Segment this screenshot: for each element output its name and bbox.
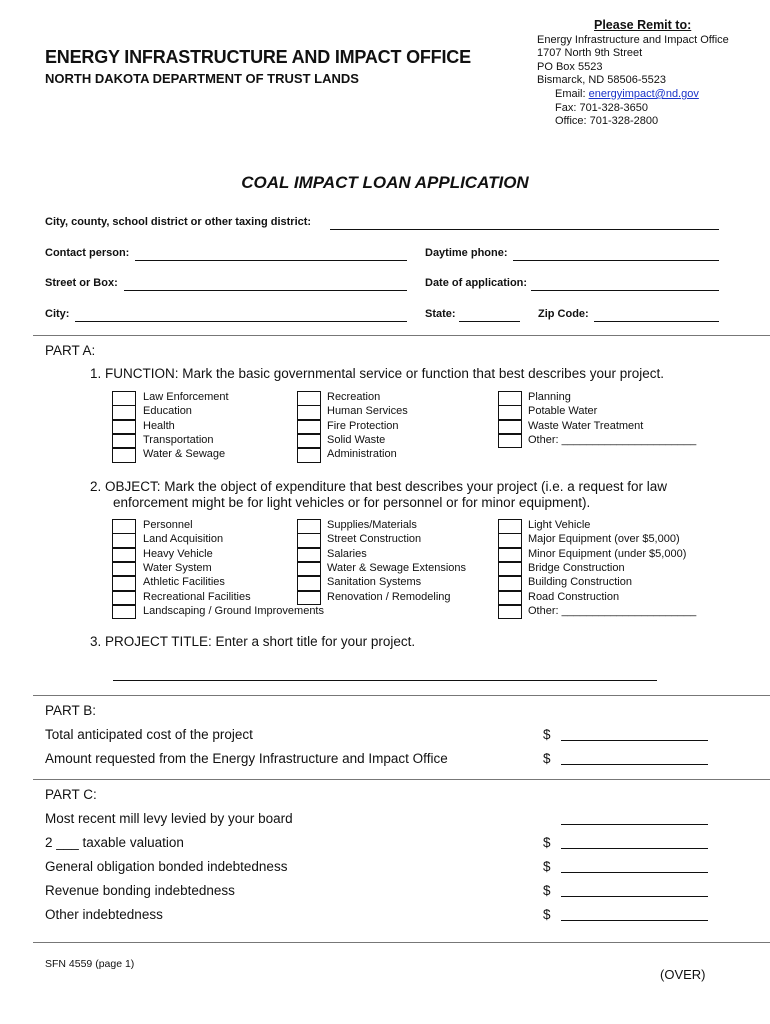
remit-title: Please Remit to: xyxy=(594,18,692,32)
form-number: SFN 4559 (page 1) xyxy=(45,958,135,970)
checkbox-minor-equipment-under-5-000[interactable] xyxy=(498,548,522,563)
checkbox-salaries[interactable] xyxy=(297,548,321,563)
option-label: Land Acquisition xyxy=(143,533,224,546)
checkbox-personnel[interactable] xyxy=(112,519,136,534)
dollar-sign: $ xyxy=(543,751,551,766)
option-label: Waste Water Treatment xyxy=(528,419,644,432)
state-input-line[interactable] xyxy=(459,321,520,322)
department-name: NORTH DAKOTA DEPARTMENT OF TRUST LANDS xyxy=(45,71,359,86)
other-indebtedness-label: Other indebtedness xyxy=(45,907,163,922)
daytime-phone-input-line[interactable] xyxy=(513,260,719,261)
option-label: Health xyxy=(143,419,175,432)
city-label: City: xyxy=(45,308,70,320)
option-label: Water & Sewage xyxy=(143,448,226,461)
checkbox-transportation[interactable] xyxy=(112,434,136,449)
checkbox-water-sewage[interactable] xyxy=(112,448,136,463)
zip-input-line[interactable] xyxy=(594,321,719,322)
option-label: Major Equipment (over $5,000) xyxy=(528,533,680,546)
checkbox-supplies-materials[interactable] xyxy=(297,519,321,534)
option-label: Other: ______________________ xyxy=(528,604,697,617)
checkbox-heavy-vehicle[interactable] xyxy=(112,548,136,563)
option-label: Law Enforcement xyxy=(143,391,229,403)
checkbox-street-construction[interactable] xyxy=(297,533,321,548)
checkbox-major-equipment-over-5-000[interactable] xyxy=(498,533,522,548)
option-label: Other: ______________________ xyxy=(528,433,697,446)
checkbox-potable-water[interactable] xyxy=(498,405,522,420)
checkbox-other[interactable] xyxy=(498,434,522,449)
project-title-input-line[interactable] xyxy=(113,680,657,681)
checkbox-solid-waste[interactable] xyxy=(297,434,321,449)
over-indicator: (OVER) xyxy=(660,967,706,982)
checkbox-athletic-facilities[interactable] xyxy=(112,576,136,591)
option-label: Building Construction xyxy=(528,576,632,589)
email-label: Email: xyxy=(555,87,589,100)
checkbox-water-system[interactable] xyxy=(112,562,136,577)
city-input-line[interactable] xyxy=(75,321,407,322)
checkbox-road-construction[interactable] xyxy=(498,591,522,606)
email-link[interactable]: energyimpact@nd.gov xyxy=(588,87,699,100)
remit-org: Energy Infrastructure and Impact Office xyxy=(537,33,729,46)
option-label: Light Vehicle xyxy=(528,519,591,531)
date-label: Date of application: xyxy=(425,277,528,289)
date-input-line[interactable] xyxy=(531,290,719,291)
dollar-sign: $ xyxy=(543,907,551,922)
remit-address-block xyxy=(537,19,729,129)
q1-function-text: 1. FUNCTION: Mark the basic governmental service or function that best describes your project. xyxy=(90,366,664,381)
checkbox-waste-water-treatment[interactable] xyxy=(498,420,522,435)
contact-input-line[interactable] xyxy=(135,260,407,261)
part-a-label: PART A: xyxy=(45,343,96,358)
revenue-bonding-label: Revenue bonding indebtedness xyxy=(45,883,235,898)
option-label: Fire Protection xyxy=(327,419,399,432)
form-title: COAL IMPACT LOAN APPLICATION xyxy=(241,173,529,192)
remit-city: Bismarck, ND 58506-5523 xyxy=(537,74,667,87)
remit-po-box: PO Box 5523 xyxy=(537,60,603,73)
street-input-line[interactable] xyxy=(124,290,407,291)
option-label: Recreational Facilities xyxy=(143,590,251,603)
part-b-label: PART B: xyxy=(45,703,97,718)
option-label: Heavy Vehicle xyxy=(143,547,213,560)
checkbox-planning[interactable] xyxy=(498,391,522,406)
option-label: Renovation / Remodeling xyxy=(327,590,451,603)
option-label: Street Construction xyxy=(327,533,422,546)
q3-project-title-text: 3. PROJECT TITLE: Enter a short title for your project. xyxy=(90,634,416,649)
remit-fax: Fax: 701-328-3650 xyxy=(555,101,648,114)
option-label: Supplies/Materials xyxy=(327,519,417,531)
option-label: Planning xyxy=(528,391,571,403)
remit-email-line xyxy=(555,88,729,102)
mill-levy-input-line[interactable] xyxy=(561,824,708,825)
separator-line xyxy=(33,942,770,943)
option-label: Bridge Construction xyxy=(528,561,625,574)
option-label: Personnel xyxy=(143,519,193,531)
taxable-valuation-label: 2 ___ taxable valuation xyxy=(45,835,184,850)
checkbox-renovation-remodeling[interactable] xyxy=(297,591,321,606)
option-label: Potable Water xyxy=(528,405,598,418)
checkbox-recreation[interactable] xyxy=(297,391,321,406)
dollar-sign: $ xyxy=(543,835,551,850)
q2-object-text-line1: 2. OBJECT: Mark the object of expenditure that best describes your project (i.e. a request for law xyxy=(90,479,668,494)
checkbox-bridge-construction[interactable] xyxy=(498,562,522,577)
taxable-valuation-input-line[interactable] xyxy=(561,848,708,849)
dollar-sign: $ xyxy=(543,727,551,742)
district-label: City, county, school district or other taxing district: xyxy=(45,216,312,228)
go-bonded-input-line[interactable] xyxy=(561,872,708,873)
checkbox-health[interactable] xyxy=(112,420,136,435)
option-label: Administration xyxy=(327,448,397,461)
checkbox-recreational-facilities[interactable] xyxy=(112,591,136,606)
checkbox-land-acquisition[interactable] xyxy=(112,533,136,548)
checkbox-landscaping-ground-improvements[interactable] xyxy=(112,605,136,620)
checkbox-sanitation-systems[interactable] xyxy=(297,576,321,591)
option-label: Sanitation Systems xyxy=(327,576,422,589)
option-label: Salaries xyxy=(327,547,367,560)
option-label: Education xyxy=(143,405,192,418)
amount-requested-label: Amount requested from the Energy Infrastructure and Impact Office xyxy=(45,751,448,766)
other-indebtedness-input-line[interactable] xyxy=(561,920,708,921)
separator-line xyxy=(33,695,770,696)
option-label: Recreation xyxy=(327,391,381,403)
checkbox-law-enforcement[interactable] xyxy=(112,391,136,406)
part-c-label: PART C: xyxy=(45,787,97,802)
office-title: ENERGY INFRASTRUCTURE AND IMPACT OFFICE xyxy=(45,47,471,67)
mill-levy-label: Most recent mill levy levied by your board xyxy=(45,811,293,826)
amount-requested-input-line[interactable] xyxy=(561,764,708,765)
checkbox-administration[interactable] xyxy=(297,448,321,463)
revenue-bonding-input-line[interactable] xyxy=(561,896,708,897)
option-label: Minor Equipment (under $5,000) xyxy=(528,547,687,560)
option-label: Landscaping / Ground Improvements xyxy=(143,604,324,617)
state-label: State: xyxy=(425,308,456,320)
remit-office-phone: Office: 701-328-2800 xyxy=(555,115,659,128)
option-label: Solid Waste xyxy=(327,433,386,446)
checkbox-education[interactable] xyxy=(112,405,136,420)
street-label: Street or Box: xyxy=(45,277,118,289)
checkbox-other[interactable] xyxy=(498,605,522,620)
dollar-sign: $ xyxy=(543,883,551,898)
checkbox-light-vehicle[interactable] xyxy=(498,519,522,534)
checkbox-water-sewage-extensions[interactable] xyxy=(297,562,321,577)
zip-label: Zip Code: xyxy=(538,308,589,320)
separator-line xyxy=(33,335,770,336)
daytime-phone-label: Daytime phone: xyxy=(425,247,508,259)
go-bonded-label: General obligation bonded indebtedness xyxy=(45,859,288,874)
option-label: Water & Sewage Extensions xyxy=(327,561,466,574)
total-cost-label: Total anticipated cost of the project xyxy=(45,727,253,742)
option-label: Water System xyxy=(143,561,212,574)
remit-street: 1707 North 9th Street xyxy=(537,47,643,60)
option-label: Road Construction xyxy=(528,590,620,603)
checkbox-building-construction[interactable] xyxy=(498,576,522,591)
total-cost-input-line[interactable] xyxy=(561,740,708,741)
checkbox-human-services[interactable] xyxy=(297,405,321,420)
contact-label: Contact person: xyxy=(45,247,130,259)
q2-object-text-line2: enforcement might be for light vehicles or for personnel or for minor equipment). xyxy=(113,495,591,510)
separator-line xyxy=(33,779,770,780)
dollar-sign: $ xyxy=(543,859,551,874)
option-label: Transportation xyxy=(143,433,214,446)
district-input-line[interactable] xyxy=(330,229,719,230)
option-label: Athletic Facilities xyxy=(143,576,225,589)
option-label: Human Services xyxy=(327,405,408,418)
checkbox-fire-protection[interactable] xyxy=(297,420,321,435)
